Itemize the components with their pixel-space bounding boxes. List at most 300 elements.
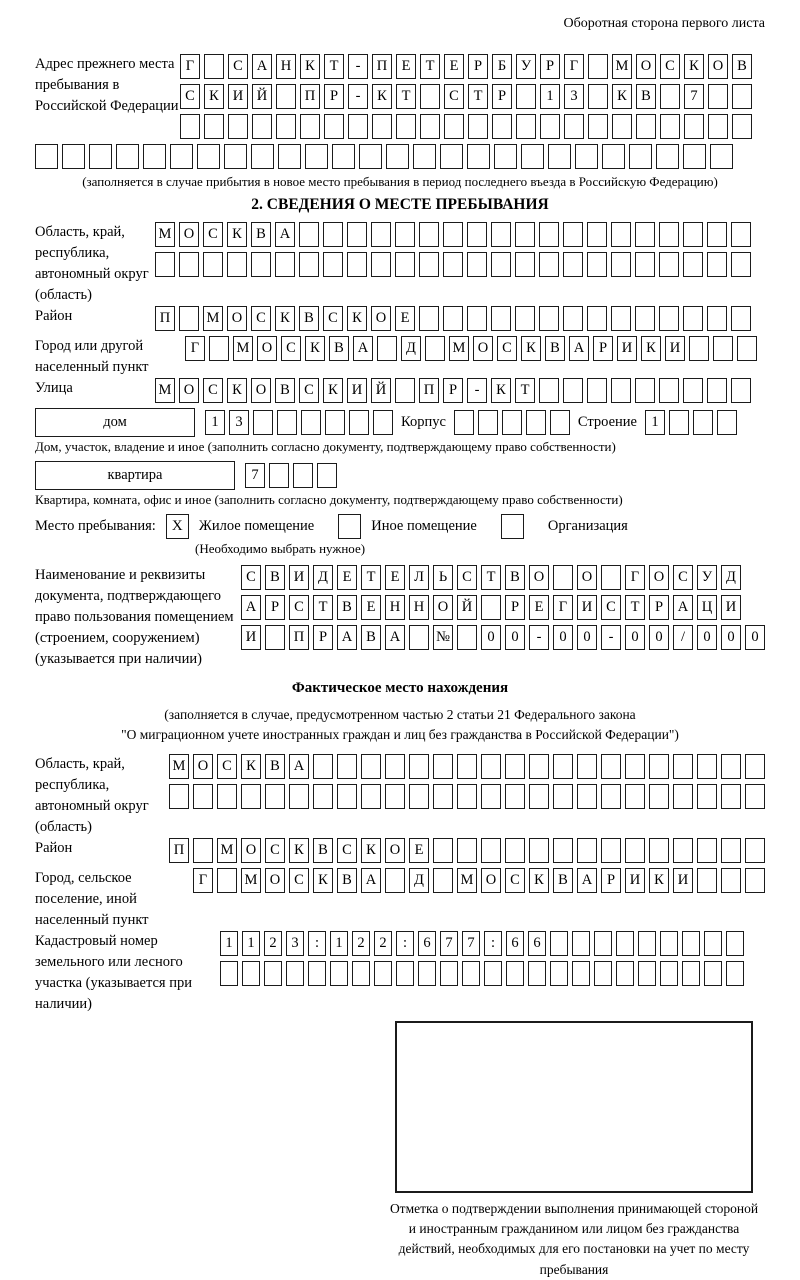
- registration-stamp-box: [395, 1021, 753, 1193]
- form-cell: Ц: [697, 595, 717, 620]
- form-cell: [553, 565, 573, 590]
- form-cell: К: [529, 868, 549, 893]
- form-cell: [481, 838, 501, 863]
- region-block: [35, 222, 765, 306]
- form-cell: [697, 784, 717, 809]
- form-cell: К: [241, 754, 261, 779]
- form-cell: О: [481, 868, 501, 893]
- form-cell: [516, 84, 536, 109]
- form-cell: С: [323, 306, 343, 331]
- form-cell: И: [665, 336, 685, 361]
- form-cell: [371, 252, 391, 277]
- form-cell: [332, 144, 355, 169]
- form-cell: [660, 961, 678, 986]
- form-cell: [587, 378, 607, 403]
- form-cell: С: [457, 565, 477, 590]
- form-cell: [385, 784, 405, 809]
- form-cell: Р: [601, 868, 621, 893]
- section2-title: 2. СВЕДЕНИЯ О МЕСТЕ ПРЕБЫВАНИЯ: [251, 196, 549, 213]
- form-cell: [683, 144, 706, 169]
- form-cell: [276, 114, 296, 139]
- form-cell: В: [329, 336, 349, 361]
- form-cell: [526, 410, 546, 435]
- form-cell: Г: [564, 54, 584, 79]
- form-cell: Д: [401, 336, 421, 361]
- form-cell: Р: [468, 54, 488, 79]
- form-cell: [241, 784, 261, 809]
- form-cell: [308, 961, 326, 986]
- form-cell: [468, 114, 488, 139]
- form-cell: [143, 144, 166, 169]
- form-cell: [419, 252, 439, 277]
- registration-mark-block: [389, 1021, 765, 1280]
- form-cell: [385, 754, 405, 779]
- form-cell: Т: [361, 565, 381, 590]
- fact-district-block: [35, 838, 765, 868]
- form-cell: [197, 144, 220, 169]
- form-cell: [516, 114, 536, 139]
- form-cell: [337, 784, 357, 809]
- form-cell: О: [577, 565, 597, 590]
- form-cell: [612, 114, 632, 139]
- form-cell: [539, 306, 559, 331]
- form-cell: Т: [420, 54, 440, 79]
- form-cell: А: [275, 222, 295, 247]
- actual-location-subtitle: [35, 705, 765, 746]
- form-cell: [433, 754, 453, 779]
- form-cell: [433, 838, 453, 863]
- form-cell: [659, 252, 679, 277]
- form-cell: М: [241, 868, 261, 893]
- form-cell: 6: [418, 931, 436, 956]
- document-row-3: [241, 625, 765, 650]
- form-cell: [395, 252, 415, 277]
- form-cell: К: [300, 54, 320, 79]
- form-cell: [515, 306, 535, 331]
- form-cell: И: [721, 595, 741, 620]
- form-cell: К: [361, 838, 381, 863]
- form-cell: [299, 222, 319, 247]
- fact-district-label: Район: [35, 839, 73, 856]
- form-cell: К: [649, 868, 669, 893]
- form-cell: [697, 754, 717, 779]
- form-cell: [467, 252, 487, 277]
- form-cell: М: [233, 336, 253, 361]
- previous-address-row-2: [180, 84, 752, 109]
- form-cell: [506, 961, 524, 986]
- form-cell: [673, 784, 693, 809]
- form-cell: [587, 306, 607, 331]
- form-cell: [683, 378, 703, 403]
- form-cell: И: [289, 565, 309, 590]
- fact-region-label: Область, край, республика, автономный округ (область): [35, 755, 149, 835]
- form-cell: [575, 144, 598, 169]
- form-cell: Г: [553, 595, 573, 620]
- form-cell: М: [155, 222, 175, 247]
- previous-address-block: [35, 54, 765, 144]
- form-cell: [217, 868, 237, 893]
- form-cell: [515, 222, 535, 247]
- form-cell: [539, 378, 559, 403]
- form-cell: А: [241, 595, 261, 620]
- form-cell: [704, 961, 722, 986]
- form-cell: [371, 222, 391, 247]
- form-cell: К: [313, 868, 333, 893]
- form-cell: С: [660, 54, 680, 79]
- form-cell: [179, 306, 199, 331]
- fact-region-row-2: [169, 784, 765, 809]
- form-cell: О: [473, 336, 493, 361]
- form-cell: [337, 754, 357, 779]
- form-cell: К: [684, 54, 704, 79]
- actual-location-subtitle-line1: (заполняется в случае, предусмотренном частью 2 статьи 21 Федерального закона: [164, 707, 636, 723]
- form-cell: 7: [462, 931, 480, 956]
- form-cell: [707, 222, 727, 247]
- form-cell: -: [348, 54, 368, 79]
- form-cell: [660, 931, 678, 956]
- form-cell: О: [251, 378, 271, 403]
- form-cell: К: [323, 378, 343, 403]
- form-cell: [227, 252, 247, 277]
- form-cell: [550, 961, 568, 986]
- apartment-number-cells: [245, 463, 337, 488]
- form-cell: [395, 222, 415, 247]
- form-cell: [563, 306, 583, 331]
- form-cell: [265, 625, 285, 650]
- form-cell: [660, 84, 680, 109]
- form-cell: [726, 961, 744, 986]
- form-cell: Е: [409, 838, 429, 863]
- form-cell: [252, 114, 272, 139]
- form-cell: [611, 378, 631, 403]
- form-cell: [704, 931, 722, 956]
- form-cell: [313, 754, 333, 779]
- street-row: [155, 378, 751, 403]
- form-cell: [467, 144, 490, 169]
- form-cell: Б: [492, 54, 512, 79]
- form-cell: П: [372, 54, 392, 79]
- form-cell: [707, 306, 727, 331]
- form-cell: [505, 784, 525, 809]
- document-row-2: [241, 595, 765, 620]
- form-cell: [224, 144, 247, 169]
- form-cell: [203, 252, 223, 277]
- form-cell: -: [467, 378, 487, 403]
- form-cell: /: [673, 625, 693, 650]
- form-cell: [601, 838, 621, 863]
- form-cell: П: [155, 306, 175, 331]
- form-cell: [601, 784, 621, 809]
- form-cell: [683, 252, 703, 277]
- form-cell: Е: [396, 54, 416, 79]
- form-cell: [731, 222, 751, 247]
- form-cell: О: [265, 868, 285, 893]
- form-cell: О: [529, 565, 549, 590]
- form-cell: :: [396, 931, 414, 956]
- form-cell: С: [337, 838, 357, 863]
- form-cell: [572, 931, 590, 956]
- form-cell: О: [636, 54, 656, 79]
- form-cell: -: [529, 625, 549, 650]
- form-cell: Н: [385, 595, 405, 620]
- form-cell: [374, 961, 392, 986]
- form-cell: А: [361, 868, 381, 893]
- residential-label: Жилое помещение: [198, 518, 315, 535]
- form-cell: Т: [468, 84, 488, 109]
- form-cell: Р: [443, 378, 463, 403]
- form-cell: О: [257, 336, 277, 361]
- form-cell: Р: [265, 595, 285, 620]
- form-cell: [386, 144, 409, 169]
- form-cell: 0: [481, 625, 501, 650]
- form-cell: А: [252, 54, 272, 79]
- form-cell: В: [313, 838, 333, 863]
- form-cell: [550, 931, 568, 956]
- form-cell: [348, 114, 368, 139]
- form-cell: [577, 838, 597, 863]
- registration-stamp-caption: Отметка о подтверждении выполнения принимающей стороной и иностранным гражданином или лицом без гражданства действий, необходимых для его постановки на учет по месту пребывания: [389, 1200, 759, 1277]
- form-cell: [539, 252, 559, 277]
- region-row-1: [155, 222, 751, 247]
- form-cell: Д: [721, 565, 741, 590]
- form-cell: [689, 336, 709, 361]
- form-cell: [529, 784, 549, 809]
- form-cell: [419, 222, 439, 247]
- form-cell: [169, 784, 189, 809]
- form-cell: А: [673, 595, 693, 620]
- form-cell: [737, 336, 757, 361]
- korpus-cells: [454, 410, 570, 435]
- form-cell: К: [372, 84, 392, 109]
- form-cell: 2: [264, 931, 282, 956]
- form-cell: [420, 114, 440, 139]
- form-cell: [317, 463, 337, 488]
- form-cell: И: [617, 336, 637, 361]
- form-cell: И: [625, 868, 645, 893]
- form-cell: [396, 961, 414, 986]
- form-cell: Е: [395, 306, 415, 331]
- form-cell: [116, 144, 139, 169]
- form-cell: [323, 252, 343, 277]
- form-cell: [594, 931, 612, 956]
- form-cell: В: [553, 868, 573, 893]
- form-cell: [732, 84, 752, 109]
- form-cell: С: [673, 565, 693, 590]
- form-cell: С: [299, 378, 319, 403]
- fact-district-row: [169, 838, 765, 863]
- form-cell: [444, 114, 464, 139]
- form-cell: [638, 961, 656, 986]
- form-cell: [713, 336, 733, 361]
- form-cell: [540, 114, 560, 139]
- form-cell: [409, 625, 429, 650]
- form-cell: [35, 144, 58, 169]
- form-cell: [347, 222, 367, 247]
- form-cell: Л: [409, 565, 429, 590]
- form-cell: С: [281, 336, 301, 361]
- form-cell: [289, 784, 309, 809]
- form-cell: С: [203, 378, 223, 403]
- cadastral-block: [35, 931, 765, 1015]
- form-cell: С: [289, 595, 309, 620]
- organization-label: Организация: [547, 518, 628, 535]
- form-cell: [484, 961, 502, 986]
- form-cell: [228, 114, 248, 139]
- form-cell: [550, 410, 570, 435]
- form-cell: [313, 784, 333, 809]
- form-cell: [300, 114, 320, 139]
- form-cell: Р: [540, 54, 560, 79]
- form-cell: У: [516, 54, 536, 79]
- fact-region-block: [35, 754, 765, 838]
- form-cell: :: [484, 931, 502, 956]
- form-cell: [659, 378, 679, 403]
- form-cell: 7: [245, 463, 265, 488]
- previous-address-row-3: [180, 114, 752, 139]
- form-cell: К: [305, 336, 325, 361]
- form-cell: [521, 144, 544, 169]
- form-cell: [217, 784, 237, 809]
- form-cell: [324, 114, 344, 139]
- form-cell: [265, 784, 285, 809]
- form-cell: [420, 84, 440, 109]
- form-cell: [731, 252, 751, 277]
- form-cell: Н: [276, 54, 296, 79]
- form-cell: В: [505, 565, 525, 590]
- form-cell: [361, 754, 381, 779]
- form-cell: [409, 754, 429, 779]
- form-cell: А: [289, 754, 309, 779]
- form-cell: [659, 222, 679, 247]
- form-cell: [588, 114, 608, 139]
- form-cell: С: [241, 565, 261, 590]
- form-cell: [673, 754, 693, 779]
- form-cell: В: [265, 565, 285, 590]
- form-cell: Й: [252, 84, 272, 109]
- form-cell: С: [505, 868, 525, 893]
- form-cell: [467, 222, 487, 247]
- form-cell: [693, 410, 713, 435]
- form-cell: М: [169, 754, 189, 779]
- form-cell: [180, 114, 200, 139]
- form-cell: 3: [229, 410, 249, 435]
- form-cell: [577, 784, 597, 809]
- form-cell: К: [612, 84, 632, 109]
- form-cell: [563, 378, 583, 403]
- form-cell: С: [228, 54, 248, 79]
- form-cell: 0: [745, 625, 765, 650]
- form-cell: Т: [515, 378, 535, 403]
- form-cell: [673, 838, 693, 863]
- form-cell: И: [347, 378, 367, 403]
- form-cell: [629, 144, 652, 169]
- previous-address-note: (заполняется в случае прибытия в новое место пребывания в период последнего въезда в Российскую Федерацию): [82, 174, 718, 189]
- form-cell: В: [275, 378, 295, 403]
- region-label: Область, край, республика, автономный округ (область): [35, 224, 149, 304]
- form-cell: Г: [193, 868, 213, 893]
- form-cell: [611, 306, 631, 331]
- document-label: Наименование и реквизиты документа, подтверждающего право пользования помещением (строением, сооружением) (указывается при наличии): [35, 567, 234, 668]
- form-cell: [494, 144, 517, 169]
- form-cell: Й: [457, 595, 477, 620]
- form-cell: С: [203, 222, 223, 247]
- form-cell: [656, 144, 679, 169]
- form-cell: [601, 565, 621, 590]
- form-cell: Р: [593, 336, 613, 361]
- form-cell: [505, 838, 525, 863]
- form-cell: [242, 961, 260, 986]
- form-cell: 0: [697, 625, 717, 650]
- form-cell: К: [227, 378, 247, 403]
- previous-address-row-4: [35, 144, 765, 169]
- form-cell: [721, 838, 741, 863]
- stroenie-label: Строение: [577, 414, 637, 431]
- form-cell: О: [649, 565, 669, 590]
- form-cell: [588, 84, 608, 109]
- form-cell: В: [251, 222, 271, 247]
- form-cell: [529, 754, 549, 779]
- form-cell: [636, 114, 656, 139]
- form-cell: [616, 961, 634, 986]
- form-cell: [649, 784, 669, 809]
- other-premises-checkbox: [338, 514, 361, 539]
- form-cell: [454, 410, 474, 435]
- form-cell: [745, 754, 765, 779]
- form-cell: К: [204, 84, 224, 109]
- form-cell: К: [289, 838, 309, 863]
- form-cell: В: [337, 595, 357, 620]
- form-cell: В: [337, 868, 357, 893]
- form-cell: [683, 222, 703, 247]
- form-cell: О: [227, 306, 247, 331]
- form-cell: Д: [409, 868, 429, 893]
- actual-location-title: Фактическое место нахождения: [291, 680, 509, 697]
- form-cell: Е: [444, 54, 464, 79]
- korpus-label: Корпус: [401, 414, 446, 431]
- form-cell: [251, 252, 271, 277]
- form-cell: [462, 961, 480, 986]
- form-cell: [286, 961, 304, 986]
- form-cell: С: [217, 754, 237, 779]
- form-cell: [209, 336, 229, 361]
- fact-city-row: [193, 868, 765, 893]
- form-cell: [395, 378, 415, 403]
- form-cell: [708, 84, 728, 109]
- stroenie-cells: [645, 410, 737, 435]
- form-cell: [515, 252, 535, 277]
- document-block: [35, 565, 765, 670]
- form-cell: 1: [205, 410, 225, 435]
- form-cell: [697, 838, 717, 863]
- form-cell: [299, 252, 319, 277]
- form-cell: [611, 222, 631, 247]
- cadastral-label: Кадастровый номер земельного или лесного участка (указывается при наличии): [35, 932, 192, 1012]
- form-cell: [638, 931, 656, 956]
- form-cell: [707, 252, 727, 277]
- form-cell: О: [708, 54, 728, 79]
- form-cell: [385, 868, 405, 893]
- region-row-2: [155, 252, 751, 277]
- form-cell: Р: [313, 625, 333, 650]
- form-cell: С: [289, 868, 309, 893]
- form-cell: [616, 931, 634, 956]
- form-cell: [564, 114, 584, 139]
- form-cell: С: [497, 336, 517, 361]
- form-cell: [443, 306, 463, 331]
- form-cell: [635, 222, 655, 247]
- form-cell: [251, 144, 274, 169]
- form-cell: [89, 144, 112, 169]
